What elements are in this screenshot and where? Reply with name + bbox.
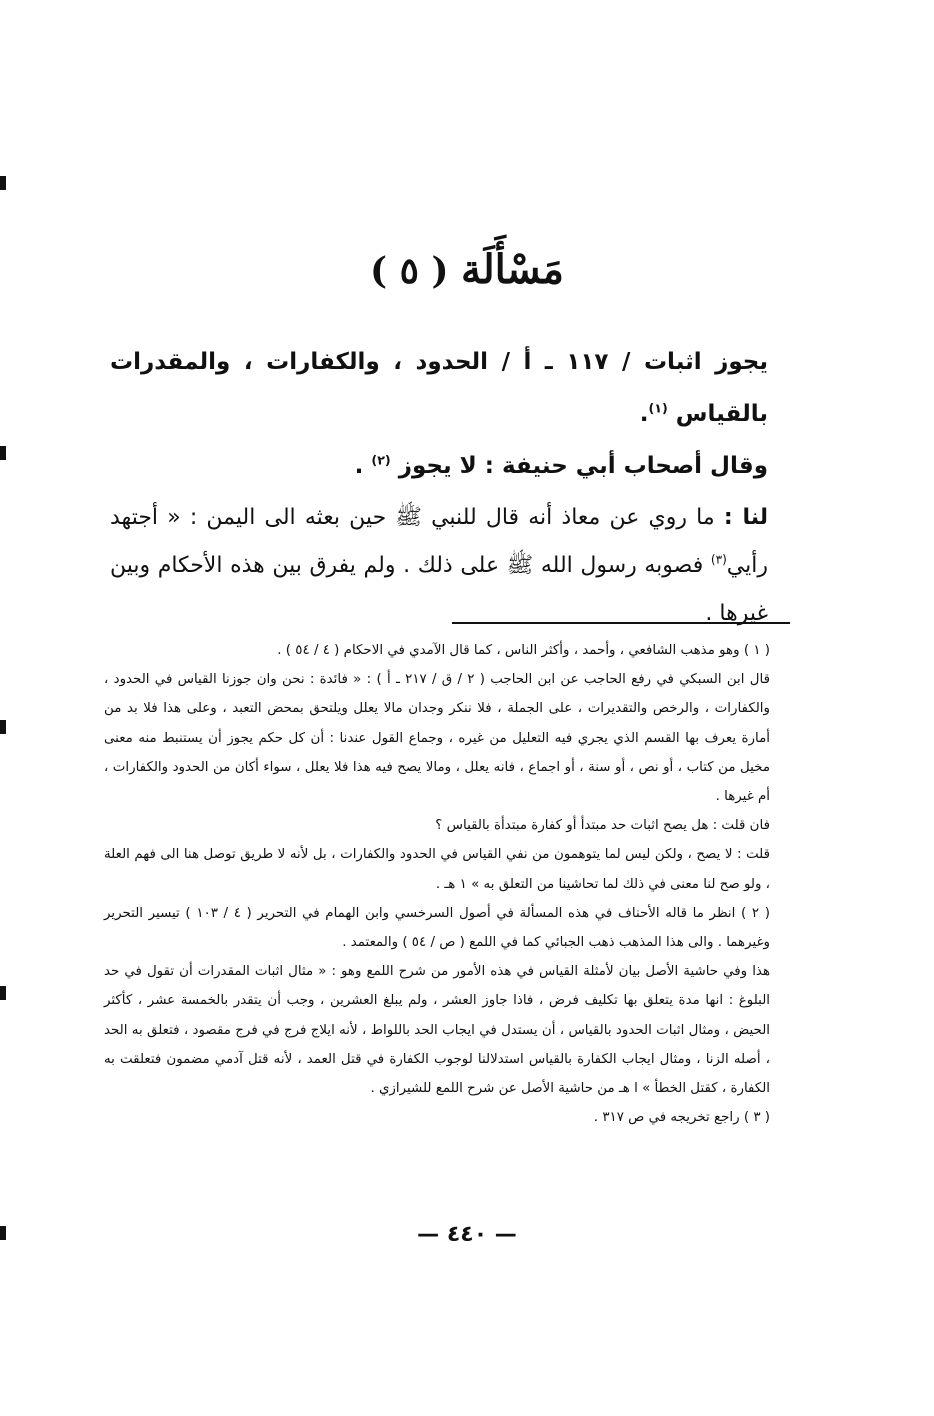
footnote-ref-3: (٣) [710,552,727,567]
body-line-2-end: . [354,453,364,479]
argument-text-2: فصوبه رسول الله ﷺ على ذلك . ولم يفرق بين هذه الأحكام وبين غيرها . [110,553,768,626]
body-line-1 [110,336,768,440]
body-line-2 [110,440,768,492]
main-text [110,336,768,638]
section-heading [0,246,934,293]
footnote-separator [452,622,790,624]
footnote-2-paragraph-2: هذا وفي حاشية الأصل بيان لأمثلة القياس في هذه الأمور من شرح اللمع وهو : « مثال اثبات المقدرات أن تقول في حد البلوغ : انها مدة يتعلق بها تكليف فرض ، فاذا جاوز العشر ، ولم يبلغ العشرين ، وجب أن يتقدر بالخمسة عشر ، كأكثر الحيض ، ومثال اثبات الحدود بالقياس ، أن يستدل في ايجاب الحد باللواط ، لأنه ايلاج فرج في فرج مقصود ، فتعلق به الحد ، أصله الزنا ، ومثال ايجاب الكفارة بالقياس استدلالنا لوجوب الكفارة في قتل العمد ، لأنه قتل آدمي مضمون فتعلقت به الكفارة ، كقتل الخطأ » ا هـ من حاشية الأصل عن شرح اللمع للشيرازي . [104,964,770,1097]
footnote-1-paragraph-2: قال ابن السبكي في رفع الحاجب عن ابن الحاجب ( ٢ / ق / ٢١٧ ـ أ ) : « فائدة : نحن وان جوزنا القياس في الحدود ، والكفارات ، والرخص والتقديرات ، على الجملة ، فلا ننكر وجدان مالا يعلل ويلتحق بمحض التعبد ، وعلى هذا فلا بد من أمارة يعرف بها القسم الذي يجري فيه التعليل من غيره ، وجماع القول عندنا : أن كل حكم يجوز أن يستنبط منه معنى مخيل من كتاب ، أو نص ، أو سنة ، أو اجماع ، فانه يعلل ، ومالا يصح فيه هذا فلا يعلل ، سواء أكان من الحدود والكفارات ، أم غيرها . [104,672,770,805]
footnote-1-paragraph-4: قلت : لا يصح ، ولكن ليس لما يتوهمون من نفي القياس في الحدود والكفارات ، بل لأنه لا طريق توصل هنا الى فهم العلة ، ولو صح لنا معنى في ذلك لما تحاشينا من التعلق به » ١ هـ . [104,847,770,892]
scan-edge-mark [0,176,6,190]
footnote-1-paragraph-3: فان قلت : هل يصح اثبات حد مبتدأ أو كفارة مبتدأة بالقياس ؟ [435,818,770,834]
footnote-2: ( ٢ ) انظر ما قاله الأحناف في هذه المسألة في أصول السرخسي وابن الهمام في التحرير ( ٤ / ١٠٣ ) تيسير التحرير وغيرهما . والى هذا المذهب ذهب الجبائي كما في اللمع ( ص / ٥٤ ) والمعتمد . [104,905,770,951]
footnote-1: ( ١ ) وهو مذهب الشافعي ، وأحمد ، وأكثر الناس ، كما قال الآمدي في الاحكام ( ٤ / ٥٤ ) . [277,643,770,658]
argument-paragraph [110,494,768,638]
footnote-ref-2: (٢) [371,452,391,468]
footnote-3: ( ٣ ) راجع تخريجه في ص ٣١٧ . [593,1110,770,1126]
heading-word: مَسْأَلَة [461,246,564,293]
page-number: — ٤٤٠ — [417,1222,517,1247]
argument-text-1: ما روي عن معاذ أنه قال للنبي ﷺ حين بعثه الى اليمن : « أجتهد رأيي [110,505,768,578]
body-line-1-end: . [639,401,649,427]
scan-edge-mark [0,986,6,1000]
heading-number: ( ٥ ) [370,250,449,292]
argument-lead: لنا : [723,505,768,530]
scan-edge-mark [0,720,6,734]
body-line-2-text: وقال أصحاب أبي حنيفة : لا يجوز [398,453,768,479]
footnotes [104,636,792,1132]
footnote-ref-1: (١) [648,400,668,416]
scan-edge-mark [0,446,6,460]
body-line-1-text: يجوز اثبات / ١١٧ ـ أ / الحدود ، والكفارات ، والمقدرات بالقياس [110,349,769,427]
